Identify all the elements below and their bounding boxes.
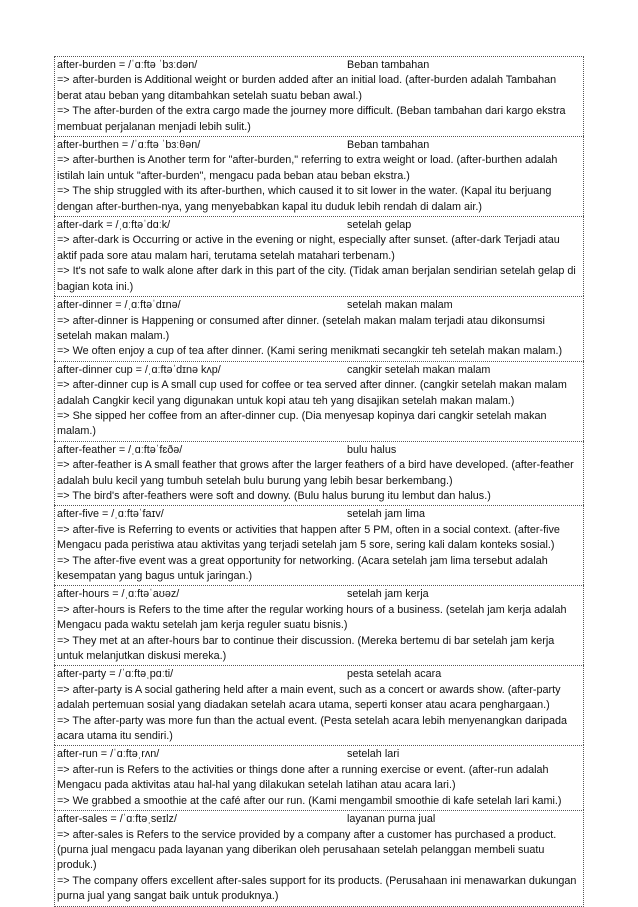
entry-example: => The company offers excellent after-sales support for its products. (Perusahaan ini menawarkan dukungan purna jual yang sangat baik untuk produknya.) [57,874,577,903]
entry-term: after-run = /ˈɑːftəˌrʌn/ [57,748,160,761]
entry-after-dinner-cup [54,361,584,441]
entry-example: => We often enjoy a cup of tea after dinner. (Kami sering menikmati secangkir teh setelah makan malam.) [57,345,563,358]
entry-definition: => after-burthen is Another term for "after-burden," referring to extra weight or load. (after-burthen adalah istilah lain untuk "after-burden", mengacu pada beban atau beban ekstra.) [57,154,558,182]
entry-translation: Beban tambahan [347,59,430,71]
dictionary-page [54,56,584,907]
entry-after-hours [54,585,584,665]
entry-after-party [54,665,584,745]
entry-after-dark [54,216,584,296]
entry-definition: => after-burden is Additional weight or burden added after an initial load. (after-burden adalah Tambahan berat atau beban yang ditambahkan setelah suatu beban awal.) [57,74,557,102]
entry-after-run [54,745,584,810]
entry-translation: setelah jam kerja [347,588,429,601]
entry-example: => The after-burden of the extra cargo made the journey more difficult. (Beban tambahan dari kargo ekstra membuat perjalanan menjadi lebih sulit.) [57,105,566,133]
entry-definition: => after-hours is Refers to the time after the regular working hours of a business. (setelah jam kerja adalah Mengacu pada waktu setelah jam kerja reguler suatu bisnis.) [57,603,567,632]
entry-term: after-burthen = /ˈɑːftə ˈbɜːθən/ [57,139,201,152]
entry-term: after-dinner = /ˌɑːftəˈdɪnə/ [57,299,181,312]
entry-translation: setelah jam lima [347,508,426,521]
entry-translation: pesta setelah acara [347,668,442,681]
entry-term: after-sales = /ˈɑːftəˌseɪlz/ [57,813,177,826]
entry-term: after-dinner cup = /ˌɑːftəˈdɪnə kʌp/ [57,363,221,376]
entry-after-five [54,505,584,585]
entry-definition: => after-dinner cup is A small cup used for coffee or tea served after dinner. (cangkir setelah makan malam adalah Cangkir kecil yang digunakan untuk kopi atau teh yang disajikan setelah makan malam.) [57,379,567,407]
entry-term: after-five = /ˌɑːftəˈfaɪv/ [57,508,164,521]
entry-definition: => after-feather is A small feather that grows after the larger feathers of a bird have developed. (after-feather adalah bulu kecil yang tumbuh setelah bulu burung yang lebih besar berkembang.) [57,459,574,487]
entry-definition: => after-sales is Refers to the service provided by a company after a customer has purchased a product. (purna jual mengacu pada layanan yang diberikan oleh perusahaan setelah pelanggan membeli suatu produk.) [57,828,557,872]
entry-definition: => after-run is Refers to the activities or things done after a running exercise or event. (after-run adalah Mengacu pada aktivitas atau hal-hal yang dilakukan setelah latihan atau acara lari.) [57,763,549,792]
entry-example: => They met at an after-hours bar to continue their discussion. (Mereka bertemu di bar setelah jam kerja untuk melanjutkan diskusi mereka.) [57,634,555,663]
entry-translation: setelah gelap [347,219,412,232]
entry-translation: bulu halus [347,443,397,456]
entry-translation: setelah makan malam [347,299,453,312]
entry-term: after-burden = /ˈɑːftə ˈbɜːdən/ [57,59,198,71]
entry-term: after-dark = /ˌɑːftəˈdɑːk/ [57,219,171,232]
entry-example: => The ship struggled with its after-burthen, which caused it to sit lower in the water. (Kapal itu berjuang dengan after-burthen-nya, yang menyebabkan kapal itu duduk lebih rendah di dalam air.) [57,185,552,213]
entry-after-burden [54,56,584,136]
entry-term: after-feather = /ˌɑːftəˈfɛðə/ [57,443,183,456]
entry-example: => The after-party was more fun than the actual event. (Pesta setelah acara lebih menyenangkan daripada acara utama itu sendiri.) [57,714,567,743]
entry-after-sales [54,810,584,906]
entry-example: => She sipped her coffee from an after-dinner cup. (Dia menyesap kopinya dari cangkir setelah makan malam.) [57,409,547,438]
entry-translation: cangkir setelah makan malam [347,363,491,376]
entry-term: after-hours = /ˌɑːftəˈaʊəz/ [57,588,180,601]
entry-definition: => after-five is Referring to events or activities that happen after 5 PM, often in a social context. (after-five Mengacu pada peristiwa atau aktivitas yang terjadi setelah jam 5 sore, sering kali dalam konteks sosial.) [57,523,560,552]
entry-example: => The after-five event was a great opportunity for networking. (Acara setelah jam lima tersebut adalah kesempatan yang bagus untuk jaringan.) [57,554,548,582]
entry-definition: => after-dark is Occurring or active in the evening or night, especially after sunset. (after-dark Terjadi atau aktif pada sore atau malam hari, terutama setelah matahari terbenam.) [57,234,560,262]
entry-after-feather [54,441,584,506]
entry-translation: setelah lari [347,748,400,761]
entry-definition: => after-party is A social gathering held after a main event, such as a concert or awards show. (after-party adalah pertemuan sosial yang diadakan setelah acara utama, seperti konser atau acara penghargaan.) [57,683,561,712]
entry-term: after-party = /ˈɑːftəˌpɑːti/ [57,668,174,681]
entry-after-burthen [54,136,584,216]
entry-translation: layanan purna jual [347,813,436,826]
entry-definition: => after-dinner is Happening or consumed after dinner. (setelah makan malam terjadi atau dikonsumsi setelah makan malam.) [57,314,545,342]
entry-example: => It's not safe to walk alone after dark in this part of the city. (Tidak aman berjalan sendirian setelah gelap di bagian kota ini.) [57,265,576,293]
entry-example: => The bird's after-feathers were soft and downy. (Bulu halus burung itu lembut dan halus.) [57,489,491,502]
entry-example: => We grabbed a smoothie at the café after our run. (Kami mengambil smoothie di kafe setelah lari kami.) [57,794,562,807]
entry-after-dinner [54,296,584,361]
entry-translation: Beban tambahan [347,139,430,152]
